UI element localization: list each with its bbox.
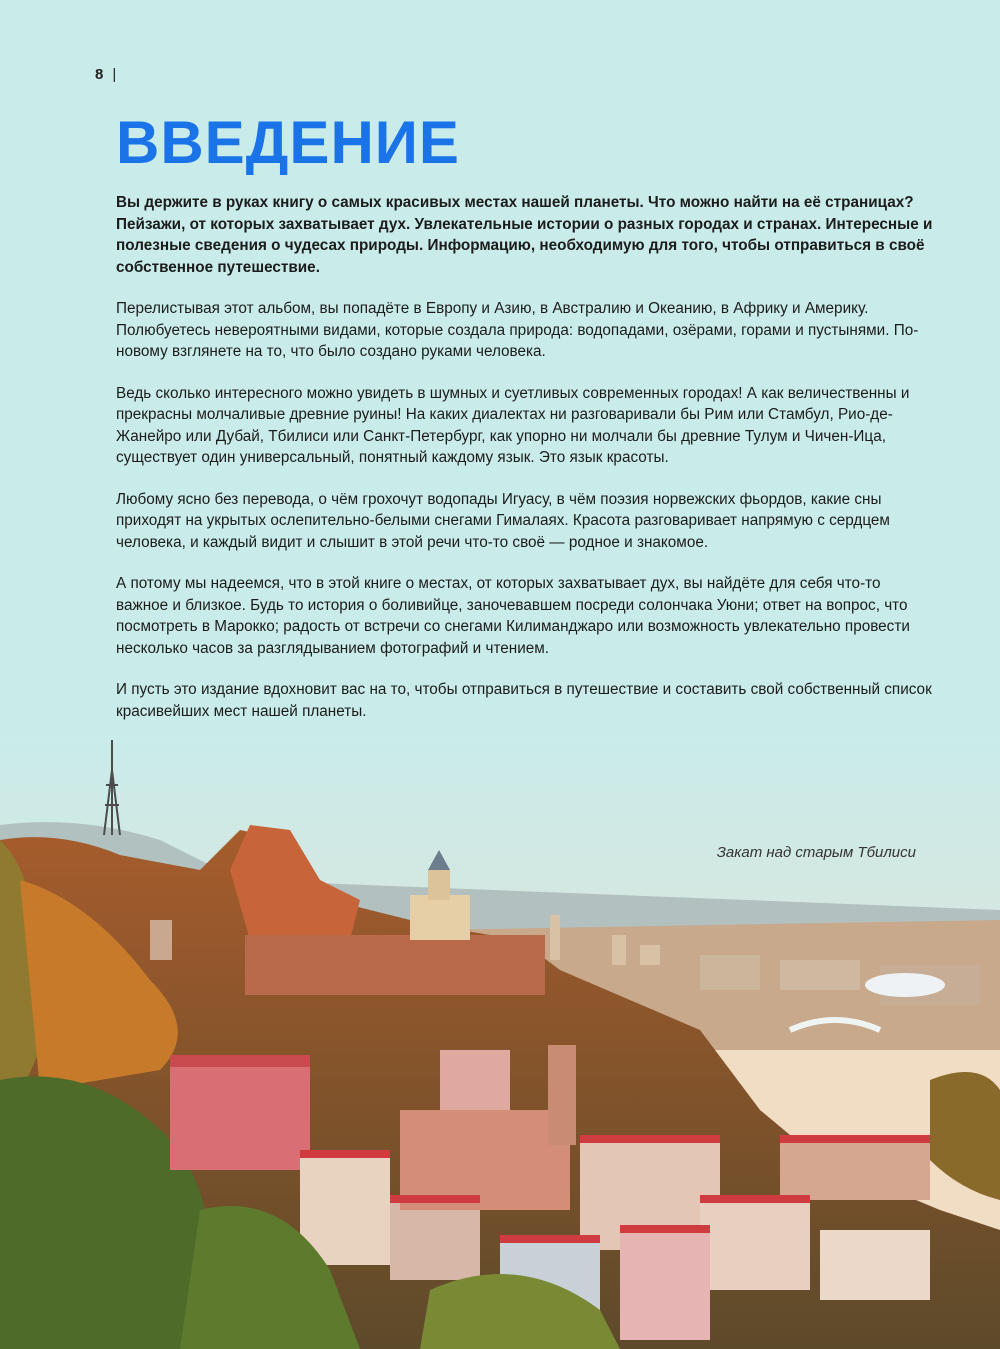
paragraph-5: И пусть это издание вдохновит вас на то, чтобы отправиться в путешествие и составить свой собственный список красивейших мест нашей планеты. [116,681,932,720]
photo-caption: Закат над старым Тбилиси [716,844,916,861]
dome-building [865,973,945,997]
page-number-separator: | [112,66,117,83]
page-number-value: 8 [95,66,104,83]
paragraph-2: Ведь сколько интересного можно увидеть в шумных и суетливых современных городах! А как величественны и прекрасны молчаливые древние руины! На каких диалектах ни разговаривали бы Рим или Стамбул, Рио-де-Жанейро или Дубай, Тбилиси или Санкт-Петербург, как упорно ни молчали бы древние Тулум и Чичен-Ица, существует один универсальный, понятный каждому язык. Это язык красоты. [116,384,910,466]
paragraph-1: Перелистывая этот альбом, вы попадёте в Европу и Азию, в Австралию и Океанию, в Африку и Америку. Полюбуетесь невероятными видами, которые создала природа: водопадами, озёрами, горами и пустынями. По-новому взглянете на то, что было создано руками человека. [116,300,919,360]
page-title: ВВЕДЕНИЕ [116,109,460,176]
paragraph-4: А потому мы надеемся, что в этой книге о местах, от которых захватывает дух, вы найдёте для себя что-то важное и близкое. Будь то история о боливийце, заночевавшем посреди солончака Уюни; ответ на вопрос, что посмотреть в Марокко; радость от встречи со снегами Килиманджаро или возможность увлекательно провести несколько часов за разглядыванием фотографий и чтением. [116,575,910,657]
body-text [116,192,934,784]
fortress-wall [245,935,545,995]
fortress-tower [150,920,172,960]
tbilisi-cityscape-photo [0,730,1000,1349]
page-number [95,66,116,83]
lead-paragraph: Вы держите в руках книгу о самых красивых местах нашей планеты. Что можно найти на её страницах? Пейзажи, от которых захватывает дух. Увлекательные истории о разных городах и странах. Интересные и полезные сведения о чудесах природы. Информацию, необходимую для того, чтобы отправиться в своё собственное путешествие. [116,194,933,276]
paragraph-3: Любому ясно без перевода, о чём грохочут водопады Игуасу, в чём поэзия норвежских фьордов, какие сны приходят на укрытых ослепительно-белыми снегами Гималаях. Красота разговаривает напрямую с сердцем человека, и каждый видит и слышит в этой речи что-то своё — родное и знакомое. [116,490,890,551]
